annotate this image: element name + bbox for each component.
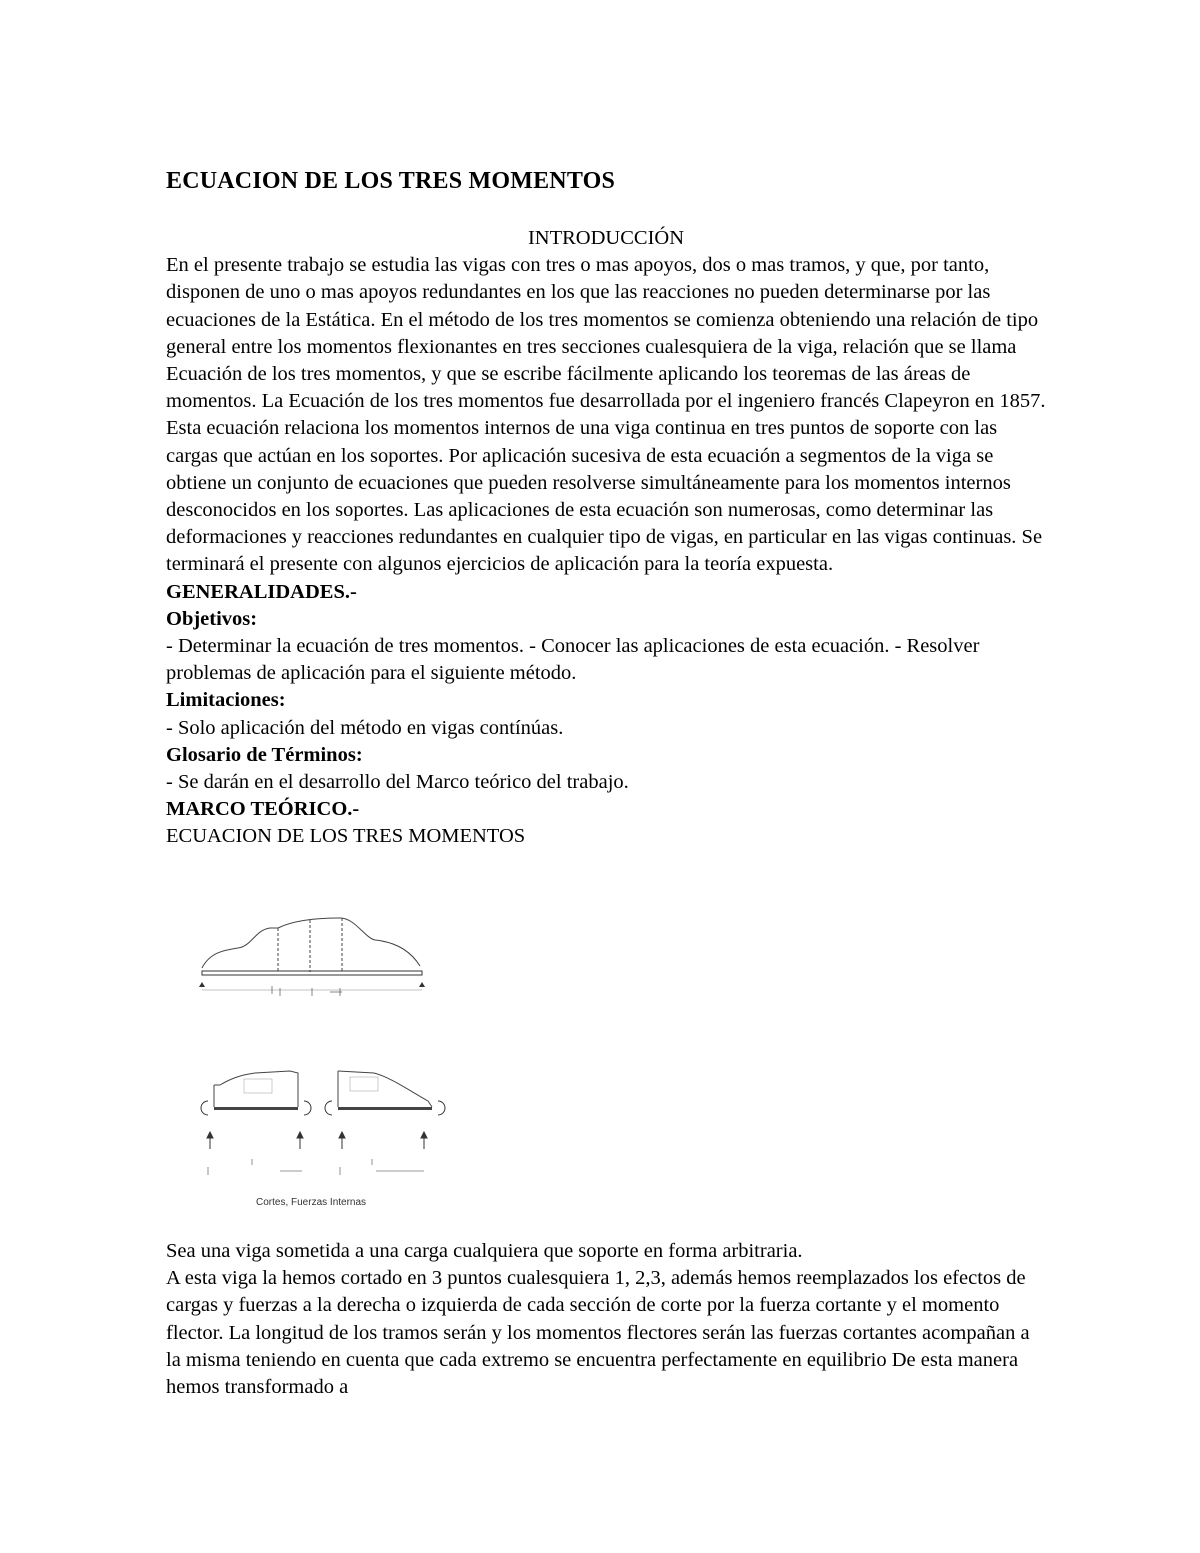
intro-paragraph: En el presente trabajo se estudia las vigas con tres o mas apoyos, dos o mas tramos, y que, por tanto, disponen de uno o mas apoyos redundantes en los que las reacciones no pueden determinarse por las ecuaciones de la Estática. En el método de los tres momentos se comienza obteniendo una relación de tipo general entre los momentos flexionantes en tres secciones cualesquiera de la viga, relación que se llama Ecuación de los tres momentos, y que se escribe fácilmente aplicando los teoremas de las áreas de momentos. La Ecuación de los tres momentos fue desarrollada por el ingeniero francés Clapeyron en 1857. Esta ecuación relaciona los momentos internos de una viga continua en tres puntos de soporte con las cargas que actúan en los soportes. Por aplicación sucesiva de esta ecuación a segmentos de la viga se obtiene un conjunto de ecuaciones que pueden resolverse simultáneamente para los momentos internos desconocidos en los soportes. Las aplicaciones de esta ecuación son numerosas, como determinar las deformaciones y reacciones redundantes en cualquier tipo de vigas, en particular en las vigas continuas. Se terminará el presente con algunos ejercicios de aplicación para la teoría expuesta. xyxy=(166,254,1046,576)
bottom-text-block xyxy=(166,1238,1046,1401)
marco-heading: MARCO TEÓRICO.- xyxy=(166,798,360,821)
main-text-block xyxy=(166,225,1046,851)
beam xyxy=(202,971,422,975)
generalidades-heading: GENERALIDADES.- xyxy=(166,580,357,603)
right-area-label xyxy=(350,1077,378,1091)
paragraph-cortes: A esta viga la hemos cortado en 3 puntos cualesquiera 1, 2,3, además hemos reemplazados los efectos de cargas y fuerzas a la derecha o izquierda de cada sección de corte por la fuerza cortante y el momento flector. La longitud de los tramos serán y los momentos flectores serán las fuerzas cortantes acompañan a la misma teniendo en cuenta que cada extremo se encuentra perfectamente en equilibrio De esta manera hemos transformado a xyxy=(166,1267,1030,1399)
right-segment-beam xyxy=(338,1107,432,1110)
right-right-moment-arrow xyxy=(438,1101,445,1115)
right-support xyxy=(419,982,425,987)
objetivos-text: - Determinar la ecuación de tres momentos. - Conocer las aplicaciones de esta ecuación. - Resolver problemas de aplicación para el siguiente método. xyxy=(166,635,980,685)
document-title: ECUACION DE LOS TRES MOMENTOS xyxy=(166,168,616,194)
left-segment-beam xyxy=(214,1107,298,1110)
glosario-heading: Glosario de Términos: xyxy=(166,743,363,766)
internal-forces-figure xyxy=(180,1065,460,1210)
paragraph-viga: Sea una viga sometida a una carga cualquiera que soporte en forma arbitraria. xyxy=(166,1240,803,1262)
limitaciones-heading: Limitaciones: xyxy=(166,689,286,712)
beam-load-figure xyxy=(180,910,450,1015)
marco-subheading: ECUACION DE LOS TRES MOMENTOS xyxy=(166,825,526,848)
intro-heading: INTRODUCCIÓN xyxy=(527,227,685,249)
shear-arrows xyxy=(207,1132,427,1149)
glosario-text: - Se darán en el desarrollo del Marco teórico del trabajo. xyxy=(166,771,629,794)
segment-dimensions xyxy=(208,1159,424,1175)
left-moment-arrow xyxy=(201,1101,208,1115)
limitaciones-text: - Solo aplicación del método en vigas contínúas. xyxy=(166,716,564,739)
figure2-caption: Cortes, Fuerzas Internas xyxy=(256,1197,367,1208)
objetivos-heading: Objetivos: xyxy=(166,607,258,630)
load-curve xyxy=(202,918,420,968)
right-moment-arrow xyxy=(304,1101,311,1115)
left-support xyxy=(199,982,205,987)
left-area-label xyxy=(244,1079,272,1093)
right-left-moment-arrow xyxy=(325,1101,332,1115)
